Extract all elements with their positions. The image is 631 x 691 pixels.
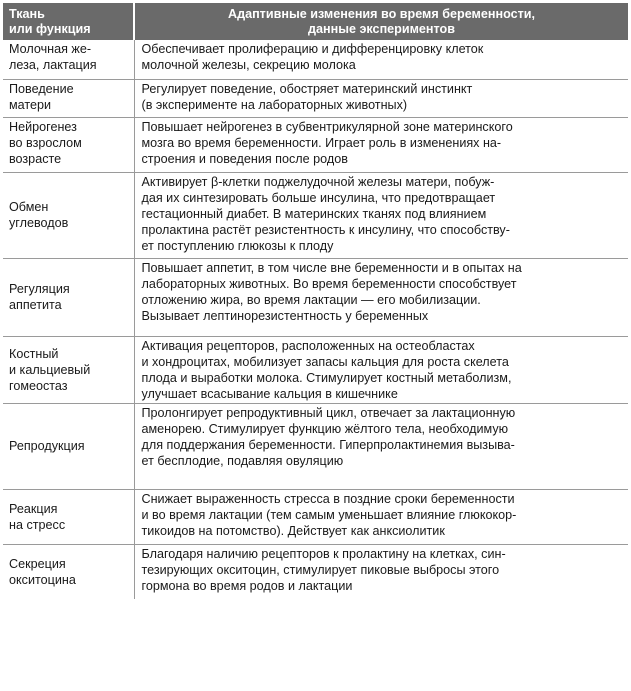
table-row [3,40,628,79]
description-text-line: ет поступлению глюкозы к плоду [141,238,334,253]
function-text-line: и кальциевый [9,362,91,377]
description-text-line: отложению жира, во время лактации — его мобилизации. [141,292,481,307]
function-text-line: аппетита [9,298,62,312]
function-text-line: Регуляция [9,282,70,296]
header-text-line: или функция [9,22,91,36]
description-text-line: лабораторных животных. Во время беременности способствует [141,276,517,291]
description-text-line: для поддержания беременности. Гиперпролактинемия вызыва- [141,437,515,452]
description-text-line: плода и выработки молока. Стимулирует костный метаболизм, [141,370,512,385]
header-text-line: данные экспериментов [308,22,455,36]
header-text-line: Ткань [9,7,45,21]
description-text-line: Активация рецепторов, расположенных на остеобластах [141,338,475,353]
function-text-line: углеводов [9,216,69,230]
prolactin-effects-table [3,3,628,599]
description-text-line: молочной железы, секрецию молока [141,58,356,72]
description-text-line: Пролонгирует репродуктивный цикл, отвечает за лактационную [141,405,516,420]
function-text-line: окситоцина [9,572,76,587]
description-text-line: Благодаря наличию рецепторов к пролактину на клетках, син- [141,546,506,561]
function-text-line: гомеостаз [9,378,68,393]
description-text-line: улучшает всасывание кальция в кишечнике [141,386,398,401]
table-body [3,40,628,599]
function-text-line: Реакция [9,501,58,516]
table-row [3,336,628,403]
description-text-line: тезирующих окситоцин, стимулирует пиковые выбросы этого [141,562,500,577]
description-text-line: Повышает аппетит, в том числе вне беременности и в опытах на [141,260,522,275]
function-text-line: Обмен [9,200,49,214]
cell-function [3,40,134,79]
function-text-line: Молочная же- [9,42,92,56]
function-text-line: Секреция [9,556,66,571]
description-text-line: гестационный диабет. В материнских тканях под влиянием [141,206,487,221]
cell-description [134,336,628,403]
document-page [3,3,628,599]
description-text-line: тикоидов на потомство). Действует как анксиолитик [141,523,445,538]
description-text-line: (в эксперименте на лабораторных животных) [141,97,408,112]
function-text-line: Поведение [9,81,74,96]
cell-function [3,172,134,258]
table-row [3,403,628,489]
cell-description [134,403,628,489]
description-text-line: аменорею. Стимулирует функцию жёлтого тела, необходимую [141,421,509,436]
description-text-line: и во время лактации (тем самым уменьшает влияние глюкокор- [141,507,517,522]
function-text-line: Костный [9,346,59,361]
description-text-line: строения и поведения после родов [141,151,348,166]
description-text-line: гормона во время родов и лактации [141,578,353,593]
table-row [3,489,628,544]
function-text-line: Нейрогенез [9,119,77,134]
table-row [3,117,628,172]
description-text-line: Повышает нейрогенез в субвентрикулярной зоне материнского [141,119,513,134]
cell-function [3,336,134,403]
cell-description [134,172,628,258]
cell-description [134,489,628,544]
description-text-line: Снижает выраженность стресса в поздние сроки беременности [141,491,515,506]
description-text-line: Регулирует поведение, обостряет материнский инстинкт [141,81,473,96]
description-text-line: Обеспечивает пролиферацию и дифференцировку клеток [141,42,484,56]
cell-description [134,40,628,79]
cell-function [3,544,134,599]
function-text-line: леза, лактация [9,58,97,72]
table-row [3,258,628,336]
description-text-line: ет бесплодие, подавляя овуляцию [141,453,344,468]
cell-function [3,489,134,544]
cell-function [3,117,134,172]
header-row [3,3,628,40]
description-text-line: и хондроцитах, мобилизует запасы кальция для роста скелета [141,354,509,369]
cell-function [3,79,134,117]
table-row [3,172,628,258]
description-text-line: дая их синтезировать больше инсулина, что предотвращает [141,190,496,205]
function-text-line: во взрослом [9,135,82,150]
function-text-line: матери [9,97,52,112]
header-tissue-function [3,3,134,40]
description-text-line: Вызывает лептинорезистентность у беременных [141,308,429,323]
function-text-line: на стресс [9,517,66,532]
cell-description [134,544,628,599]
cell-function [3,258,134,336]
table-row [3,544,628,599]
description-text-line: пролактина растёт резистентность к инсулину, что способству- [141,222,510,237]
cell-description [134,117,628,172]
cell-function [3,403,134,489]
function-text-line: возрасте [9,151,62,166]
cell-description [134,258,628,336]
header-text-line: Адаптивные изменения во время беременности, [227,7,536,21]
function-text-line: Репродукция [9,439,85,453]
description-text-line: Активирует β-клетки поджелудочной железы матери, побуж- [141,174,495,189]
header-adaptive-changes [134,3,628,40]
cell-description [134,79,628,117]
table-header [3,3,628,40]
description-text-line: мозга во время беременности. Играет роль в изменениях на- [141,135,502,150]
table-row [3,79,628,117]
